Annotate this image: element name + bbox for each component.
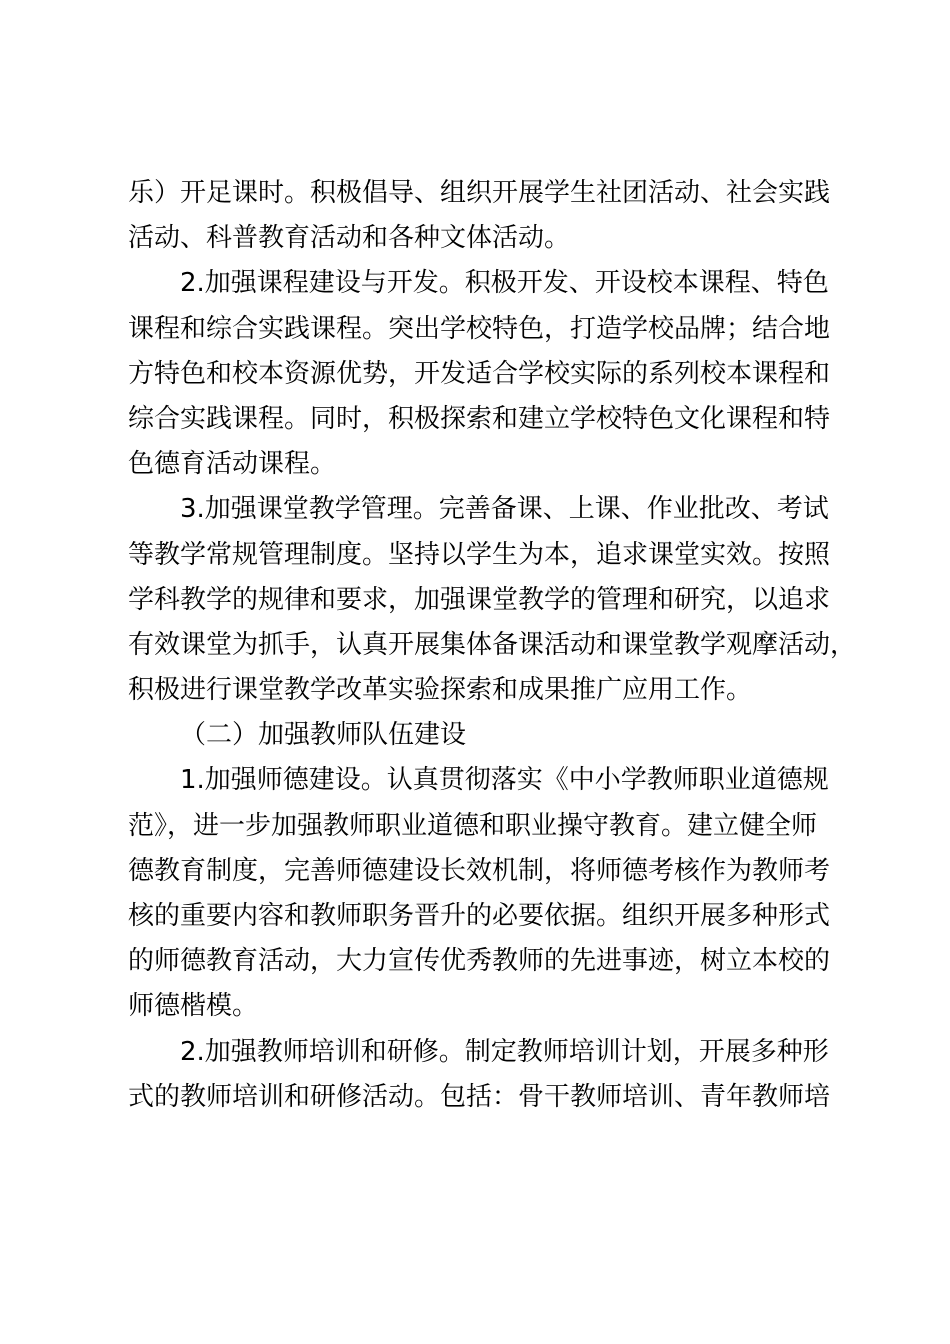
text-line-18: 的师德教育活动，大力宣传优秀教师的先进事迹，树立本校的 [128,946,831,977]
text-line-19: 师德楷模。 [128,991,259,1022]
text-line-6: 综合实践课程。同时，积极探索和建立学校特色文化课程和特 [128,403,831,434]
paragraph-2-start: 2.加强课程建设与开发。积极开发、开设校本课程、特色 [180,268,829,299]
text-line-11: 有效课堂为抓手，认真开展集体备课活动和课堂教学观摩活动， [128,629,857,660]
text-line-9: 等教学常规管理制度。坚持以学生为本，追求课堂实效。按照 [128,539,831,570]
text-line-21: 式的教师培训和研修活动。包括：骨干教师培训、青年教师培 [128,1081,831,1112]
paragraph-5-start: 2.加强教师培训和研修。制定教师培训计划，开展多种形 [180,1036,829,1067]
body-text [128,171,857,1120]
text-line-17: 核的重要内容和教师职务晋升的必要依据。组织开展多种形式 [128,901,831,931]
paragraph-4-start: 1.加强师德建设。认真贯彻落实《中小学教师职业道德规 [180,765,829,796]
text-line-1: 乐）开足课时。积极倡导、组织开展学生社团活动、社会实践 [128,178,831,208]
text-line-15: 范》，进一步加强教师职业道德和职业操守教育。建立健全师 [128,810,818,841]
text-line-5: 方特色和校本资源优势，开发适合学校实际的系列校本课程和 [128,358,831,389]
text-line-12: 积极进行课堂教学改革实验探索和成果推广应用工作。 [128,675,753,706]
text-line-7: 色德育活动课程。 [128,449,337,480]
text-line-2: 活动、科普教育活动和各种文体活动。 [128,223,571,254]
text-line-16: 德教育制度，完善师德建设长效机制，将师德考核作为教师考 [128,855,831,886]
paragraph-3-start: 3.加强课堂教学管理。完善备课、上课、作业批改、考试 [180,494,829,525]
section-heading: （二）加强教师队伍建设 [180,720,467,751]
text-line-10: 学科教学的规律和要求，加强课堂教学的管理和研究，以追求 [128,584,831,615]
text-line-4: 课程和综合实践课程。突出学校特色，打造学校品牌；结合地 [128,313,831,344]
